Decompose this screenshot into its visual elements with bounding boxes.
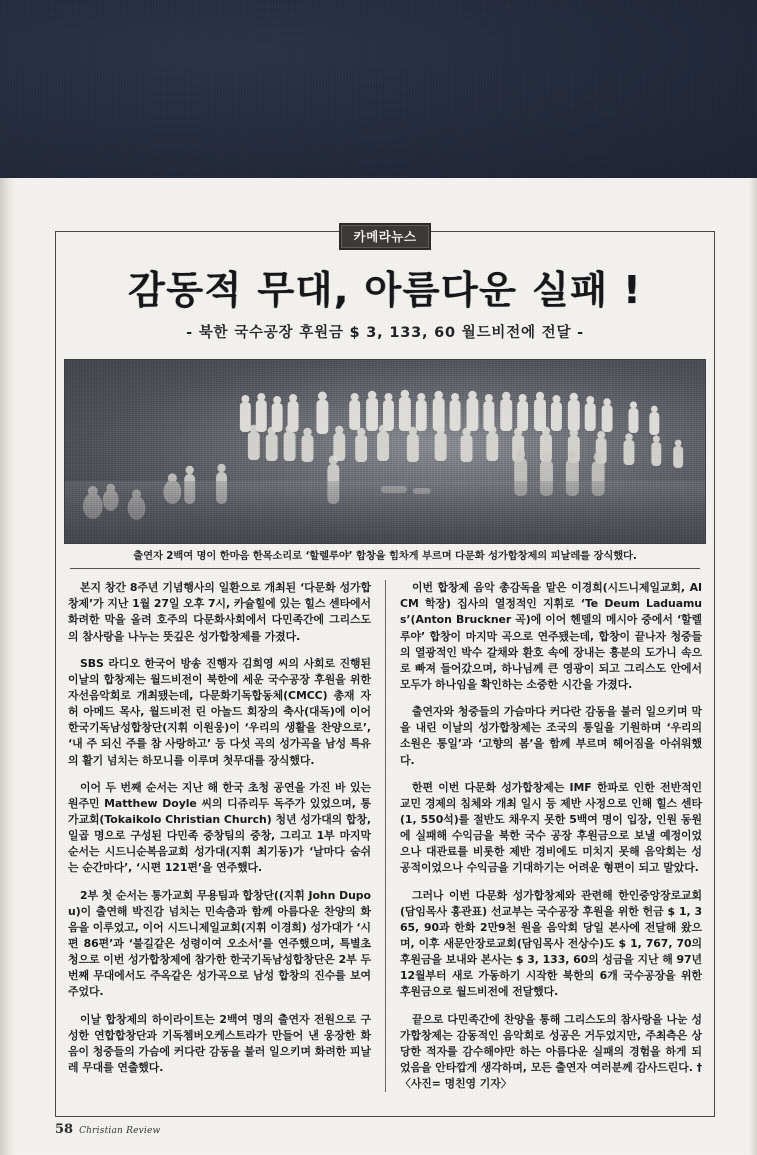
article-frame: [55, 231, 715, 1117]
photo-halftone-grain: [65, 360, 705, 543]
masthead-name: Christian Review: [79, 1126, 161, 1136]
paper-right-edge-shadow: [747, 178, 757, 1155]
paper-left-edge-shadow: [0, 178, 16, 1155]
body-paragraph: 2부 첫 순서는 통가교회 무용팀과 합창단((지휘 John Dupou)이 출연해 박진감 넘치는 민속춤과 함께 아름다운 찬양의 화음을 이루었고, 이어 시드니제일교회(지휘 이경희) 성가대가 ‘시편 86편’과 ‘불길같은 성령이여 오소서’를 연주했으며, 특별초청으로 이번 성가합창제에 참가한 한국기독남성합창단은 2부 두 번째 무대에서도 주옥같은 성가곡으로 남성 합창의 진수를 보여 주었다.: [68, 888, 371, 999]
photo-caption: 출연자 2백여 명이 한마음 한목소리로 ‘할렐루야’ 합창을 힘차게 부르며 다문화 성가합창제의 피날레를 장식했다.: [70, 550, 700, 569]
section-kicker-label: 카메라뉴스: [339, 223, 432, 250]
body-paragraph-with-photo-credit: 끝으로 다민족간에 찬양을 통해 그리스도의 참사랑을 나눈 성가합창제는 감동적인 음악회로 성공은 거두었지만, 주최측은 상당한 적자를 감수해야만 하는 아름다운 실패의 경험을 하게 되었음을 안타깝게 생각하며, 모든 출연자 여러분께 감사드린다. † 〈사진= 명친영 기자〉: [400, 1012, 702, 1091]
page-number: 58: [55, 1122, 74, 1137]
body-paragraph: SBS 라디오 한국어 방송 진행자 김희영 씨의 사회로 진행된 이날의 합창제는 월드비전이 북한에 세운 국수공장 후원을 위한 자선음악회로 개최됐는데, 다문화기독합동체(CMCC) 총재 자허 아메드 목사, 월드비전 린 아놀드 회장의 축사(대독)에 이어 한국기독남성합창단(지휘 이원웅)이 ‘우리의 생활을 찬양으로’, ‘내 주 되신 주를 참 사랑하고’ 등 다섯 곡의 성가곡을 남성 특유의 활기 넘치는 하모니를 이루며 첫무대를 장식했다.: [68, 656, 371, 767]
article-column-right: [385, 580, 702, 1092]
page-footer: [55, 1122, 160, 1137]
body-paragraph: 이어 두 번째 순서는 지난 해 한국 초청 공연을 가진 바 있는 원주민 Matthew Doyle 씨의 디쥬리두 독주가 있었으며, 통가교회(Tokaikolo Christian Church) 청년 성가대의 합창, 일곱 명으로 구성된 다민족 중창팀의 중창, 그리고 1부 마지막 순서는 시드니순복음교회 성가대(지휘 최기동)가 ‘날마다 숨쉬는 순간마다’, ‘시편 121편’을 연주했다.: [68, 780, 371, 875]
article-headline: 감동적 무대, 아름다운 실패 !: [128, 268, 642, 312]
article-column-left: [68, 580, 385, 1092]
body-paragraph: 출연자와 청중들의 가슴마다 커다란 감동을 불러 일으키며 막을 내린 이날의 성가합창제는 조국의 통일을 기원하며 ‘우리의 소원은 통일’과 ‘고향의 봄’을 함께 부르며 헤어짐을 아쉬워했다.: [400, 705, 702, 767]
body-paragraph: 그러나 이번 다문화 성가합창제와 관련해 한인중앙장로교회(담임목사 홍관표) 선교부는 국수공장 후원을 위한 헌금 $ 1, 365, 90과 한화 2만9천 원을 음악회 당일 본사에 전달해 왔으며, 이후 새문안장로교회(담임목사 전상수)도 $ 1, 767, 70의 후원금을 보내와 본사는 $ 3, 133, 60의 성금을 지난 해 97년12월부터 새로 가동하기 시작한 북한의 6개 국수공장을 위한 후원금으로 월드비전에 전달했다.: [400, 888, 702, 999]
body-paragraph: 이날 합창제의 하이라이트는 2백여 명의 출연자 전원으로 구성한 연합합창단과 기독쳄버오케스트라가 만들어 낸 웅장한 화음이 청중들의 가슴에 커다란 감동을 불러 일으키며 화려한 피날레 무대를 연출했다.: [68, 1012, 371, 1074]
scanner-dark-band: [0, 0, 757, 199]
body-paragraph: 한편 이번 다문화 성가합창제는 IMF 한파로 인한 전반적인 교민 경제의 침체와 개최 일시 등 제반 사정으로 인해 힐스 센타(1, 550석)를 절반도 채우지 못한 5백여 명이 입장, 인원 동원에 실패해 수익금을 북한 국수 공장 후원금으로 보낼 예정이었으나 대관료를 비롯한 제반 경비에도 미치지 못해 음악회는 성공적이었으나 수익금을 기대하기는 어려운 형편이 되고 말았다.: [400, 780, 702, 875]
body-paragraph: 본지 창간 8주년 기념행사의 일환으로 개최된 ‘다문화 성가합창제’가 지난 1월 27일 오후 7시, 카슐힐에 있는 힐스 센타에서 화려한 막을 올려 호주의 다문화사회에서 다민족간에 그리스도의 참사랑을 나누는 뜻깊은 성가합창제를 가졌다.: [68, 581, 371, 643]
body-paragraph: 이번 합창제 음악 총감독을 맡은 이경희(시드니제일교회, AICM 학장) 집사의 열정적인 지휘로 ‘Te Deum Laduamus’(Anton Bruckner 곡)에 이어 헨델의 메시아 중에서 ‘할렐루야’ 합창이 마지막 곡으로 연주됐는데, 합창이 끝나자 청중들의 열광적인 박수 갈채와 환호 속에 장내는 흥분의 도가니 속으로 빠져 들어갔으며, 하나님께 큰 영광이 되고 그리스도 안에서 모두가 하나임을 확인하는 소중한 시간을 가졌다.: [400, 581, 702, 692]
article-body-columns: [68, 580, 702, 1092]
choir-finale-stage-photo: [64, 359, 706, 544]
article-subheadline: - 북한 국수공장 후원금 $ 3, 133, 60 월드비전에 전달 -: [186, 324, 584, 341]
